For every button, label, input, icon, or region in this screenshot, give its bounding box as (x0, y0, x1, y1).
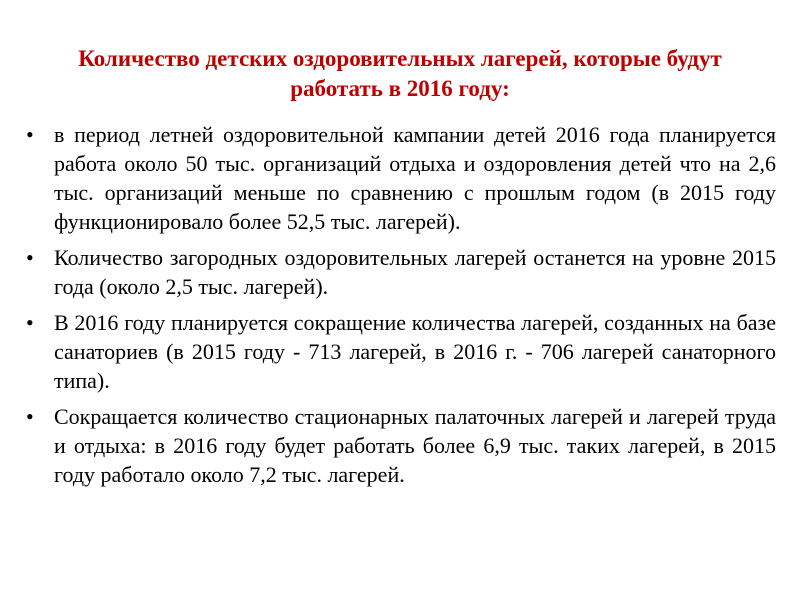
bullet-item (22, 120, 776, 236)
bullet-item (22, 243, 776, 301)
bullet-item (22, 402, 776, 489)
bullet-list (22, 120, 776, 496)
bullet-text: Количество загородных оздоровительных лагерей останется на уровне 2015 года (около 2,5 тыс. лагерей). (54, 245, 776, 299)
bullet-icon: • (26, 404, 34, 429)
bullet-item (22, 308, 776, 395)
bullet-icon: • (26, 310, 34, 335)
bullet-icon: • (26, 122, 34, 147)
slide-title: Количество детских оздоровительных лагерей, которые будут работать в 2016 году: (78, 46, 722, 101)
bullet-icon: • (26, 245, 34, 270)
bullet-text: в период летней оздоровительной кампании детей 2016 года планируется работа около 50 тыс. организаций отдыха и оздоровления детей что на 2,6 тыс. организаций меньше по сравнению с прошлым годом (в 2015 году функционировало более 52,5 тыс. лагерей). (54, 122, 776, 234)
bullet-text: Сокращается количество стационарных палаточных лагерей и лагерей труда и отдыха: в 2016 году будет работать более 6,9 тыс. таких лагерей, в 2015 году работало около 7,2 тыс. лагерей. (54, 404, 776, 487)
bullet-text: В 2016 году планируется сокращение количества лагерей, созданных на базе санаториев (в 2015 году - 713 лагерей, в 2016 г. - 706 лагерей санаторного типа). (54, 310, 776, 393)
